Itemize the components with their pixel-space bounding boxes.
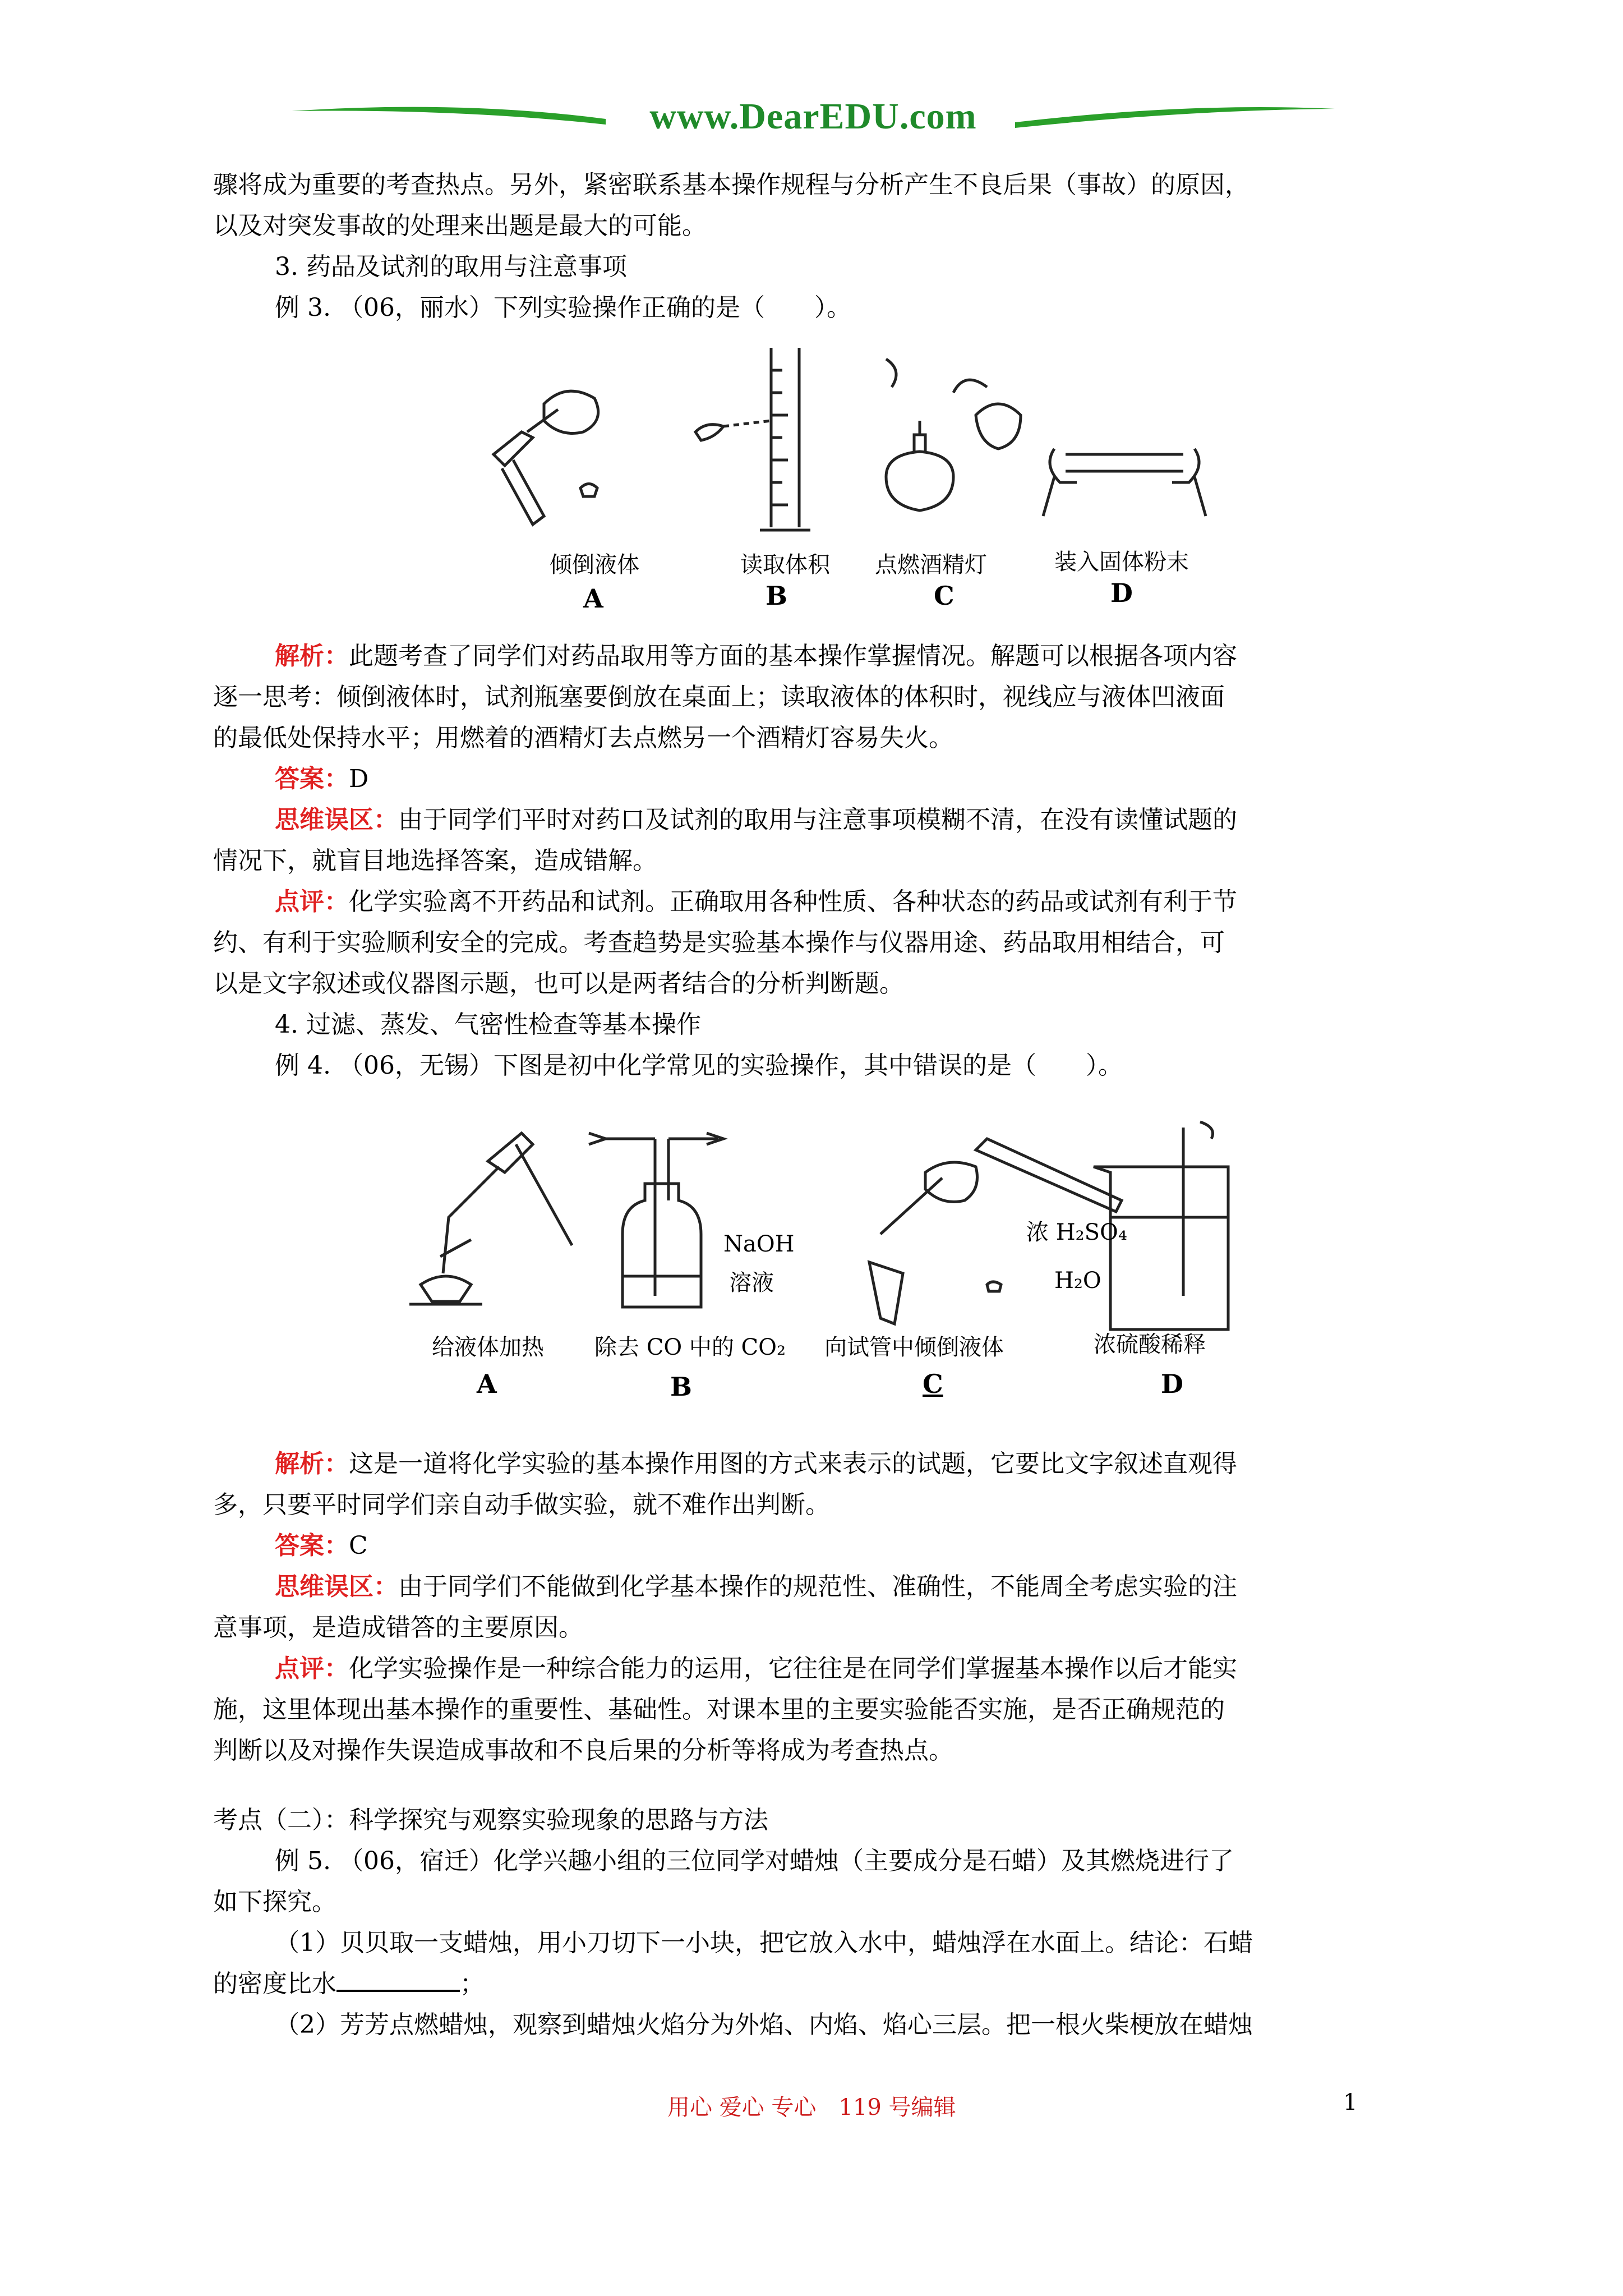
ex3-letter-d: D bbox=[1110, 578, 1133, 608]
ex3-comment-line-3: 以是文字叙述或仪器图示题，也可以是两者结合的分析判断题。 bbox=[213, 969, 904, 998]
ex4-comment-line-3: 判断以及对操作失误造成事故和不良后果的分析等将成为考查热点。 bbox=[213, 1736, 953, 1765]
ex3-caption-d: 装入固体粉末 bbox=[1054, 549, 1189, 575]
footer-slogan: 用心 爱心 专心 119 号编辑 bbox=[667, 2095, 956, 2120]
ex5-part1-line-1: （1）贝贝取一支蜡烛，用小刀切下一小块，把它放入水中，蜡烛浮在水面上。结论：石蜡 bbox=[275, 1929, 1253, 1957]
ex4-naoh-label: NaOH bbox=[723, 1231, 795, 1257]
ex5-part1-text: 的密度比水 bbox=[213, 1970, 336, 1998]
ex3-mistake-label: 思维误区： bbox=[275, 806, 398, 834]
ex3-answer-label: 答案： bbox=[275, 765, 349, 793]
ex4-analysis-label: 解析： bbox=[275, 1450, 349, 1478]
ex4-h2so4-label: 浓 H₂SO₄ bbox=[1026, 1220, 1127, 1245]
section-4-title: 4. 过滤、蒸发、气密性检查等基本操作 bbox=[275, 1010, 701, 1039]
ex5-part1-end: ； bbox=[460, 1970, 485, 1998]
ex4-analysis-line-2: 多，只要平时同学们亲自动手做实验，就不难作出判断。 bbox=[213, 1490, 830, 1519]
ex3-caption-a: 倾倒液体 bbox=[550, 552, 639, 578]
ex4-comment-line-1 bbox=[275, 1652, 1237, 1686]
example-4-question: 例 4. （06，无锡）下图是初中化学常见的实验操作，其中错误的是（ ）。 bbox=[275, 1051, 1123, 1080]
ex4-solution-label: 溶液 bbox=[729, 1270, 774, 1296]
ex4-comment-text-1: 化学实验操作是一种综合能力的运用，它往往是在同学们掌握基本操作以后才能实 bbox=[349, 1654, 1237, 1683]
ex4-mistake-line-1 bbox=[275, 1570, 1237, 1604]
ex3-mistake-line-1 bbox=[275, 803, 1237, 837]
ex3-letter-c: C bbox=[934, 581, 955, 611]
ex3-analysis-line-2: 逐一思考：倾倒液体时，试剂瓶塞要倒放在桌面上；读取液体的体积时，视线应与液体凹液面 bbox=[213, 683, 1225, 711]
ex4-comment-label: 点评： bbox=[275, 1654, 349, 1683]
example-3-figure bbox=[460, 337, 1245, 539]
ex4-letter-d: D bbox=[1161, 1369, 1183, 1399]
ex3-caption-c: 点燃酒精灯 bbox=[875, 552, 987, 578]
ex3-comment-text-1: 化学实验离不开药品和试剂。正确取用各种性质、各种状态的药品或试剂有利于节 bbox=[349, 887, 1237, 916]
ex4-analysis-text-1: 这是一道将化学实验的基本操作用图的方式来表示的试题，它要比文字叙述直观得 bbox=[349, 1450, 1237, 1478]
ex3-analysis-text-1: 此题考查了同学们对药品取用等方面的基本操作掌握情况。解题可以根据各项内容 bbox=[349, 642, 1237, 670]
ex3-answer-value: D bbox=[349, 765, 369, 793]
ex4-caption-a: 给液体加热 bbox=[432, 1335, 544, 1360]
ex3-caption-b: 读取体积 bbox=[740, 552, 830, 578]
ex3-analysis-line-1 bbox=[275, 639, 1237, 673]
ex5-part2-line-1: （2）芳芳点燃蜡烛，观察到蜡烛火焰分为外焰、内焰、焰心三层。把一根火柴梗放在蜡烛 bbox=[275, 2010, 1253, 2039]
ex4-letter-b: B bbox=[670, 1372, 692, 1402]
intro-line-2: 以及对突发事故的处理来出题是最大的可能。 bbox=[213, 211, 707, 240]
ex4-analysis-line-1 bbox=[275, 1447, 1237, 1481]
ex3-answer-line bbox=[275, 762, 368, 796]
ex4-answer-label: 答案： bbox=[275, 1531, 349, 1560]
ex4-mistake-line-2: 意事项，是造成错答的主要原因。 bbox=[213, 1613, 583, 1642]
ex5-part1-line-2 bbox=[213, 1967, 485, 2001]
intro-line-1: 骤将成为重要的考查热点。另外，紧密联系基本操作规程与分析产生不良后果（事故）的原因， bbox=[213, 171, 1249, 199]
kaodian-2-title: 考点（二）：科学探究与观察实验现象的思路与方法 bbox=[213, 1806, 768, 1834]
ex3-letter-a: A bbox=[583, 583, 603, 614]
ex3-analysis-line-3: 的最低处保持水平；用燃着的酒精灯去点燃另一个酒精灯容易失火。 bbox=[213, 724, 953, 752]
ex3-mistake-text-1: 由于同学们平时对药口及试剂的取用与注意事项模糊不清，在没有读懂试题的 bbox=[398, 806, 1237, 834]
ex4-comment-line-2: 施，这里体现出基本操作的重要性、基础性。对课本里的主要实验能否实施，是否正确规范的 bbox=[213, 1695, 1225, 1724]
ex4-caption-d: 浓硫酸稀释 bbox=[1094, 1332, 1206, 1358]
ex3-letter-b: B bbox=[766, 581, 787, 611]
ex4-mistake-label: 思维误区： bbox=[275, 1572, 398, 1601]
ex4-mistake-text-1: 由于同学们不能做到化学基本操作的规范性、准确性，不能周全考虑实验的注 bbox=[398, 1572, 1237, 1601]
site-url: www.DearEDU.com bbox=[649, 96, 977, 137]
answer-blank[interactable] bbox=[336, 1967, 460, 1992]
example-4-figure bbox=[387, 1116, 1290, 1341]
example-3-question: 例 3. （06，丽水）下列实验操作正确的是（ ）。 bbox=[275, 293, 851, 322]
ex5-line-2: 如下探究。 bbox=[213, 1888, 336, 1916]
site-header bbox=[292, 95, 1335, 146]
ex4-h2o-label: H₂O bbox=[1054, 1268, 1101, 1294]
ex4-caption-c: 向试管中倾倒液体 bbox=[824, 1335, 1004, 1360]
ex3-comment-line-2: 约、有利于实验顺利安全的完成。考查趋势是实验基本操作与仪器用途、药品取用相结合，可 bbox=[213, 928, 1225, 957]
ex3-mistake-line-2: 情况下，就盲目地选择答案，造成错解。 bbox=[213, 846, 657, 875]
ex4-answer-line bbox=[275, 1529, 368, 1563]
ex3-comment-line-1 bbox=[275, 885, 1237, 919]
ex5-line-1: 例 5. （06，宿迁）化学兴趣小组的三位同学对蜡烛（主要成分是石蜡）及其燃烧进行了 bbox=[275, 1847, 1234, 1875]
section-3-title: 3. 药品及试剂的取用与注意事项 bbox=[275, 252, 627, 281]
ex4-caption-b: 除去 CO 中的 CO₂ bbox=[594, 1335, 786, 1360]
ex4-answer-value: C bbox=[349, 1531, 368, 1560]
ex3-comment-label: 点评： bbox=[275, 887, 349, 916]
ex4-letter-c: C bbox=[923, 1369, 943, 1399]
ex3-analysis-label: 解析： bbox=[275, 642, 349, 670]
ex4-letter-a: A bbox=[477, 1369, 497, 1399]
page-number: 1 bbox=[1343, 2090, 1358, 2115]
